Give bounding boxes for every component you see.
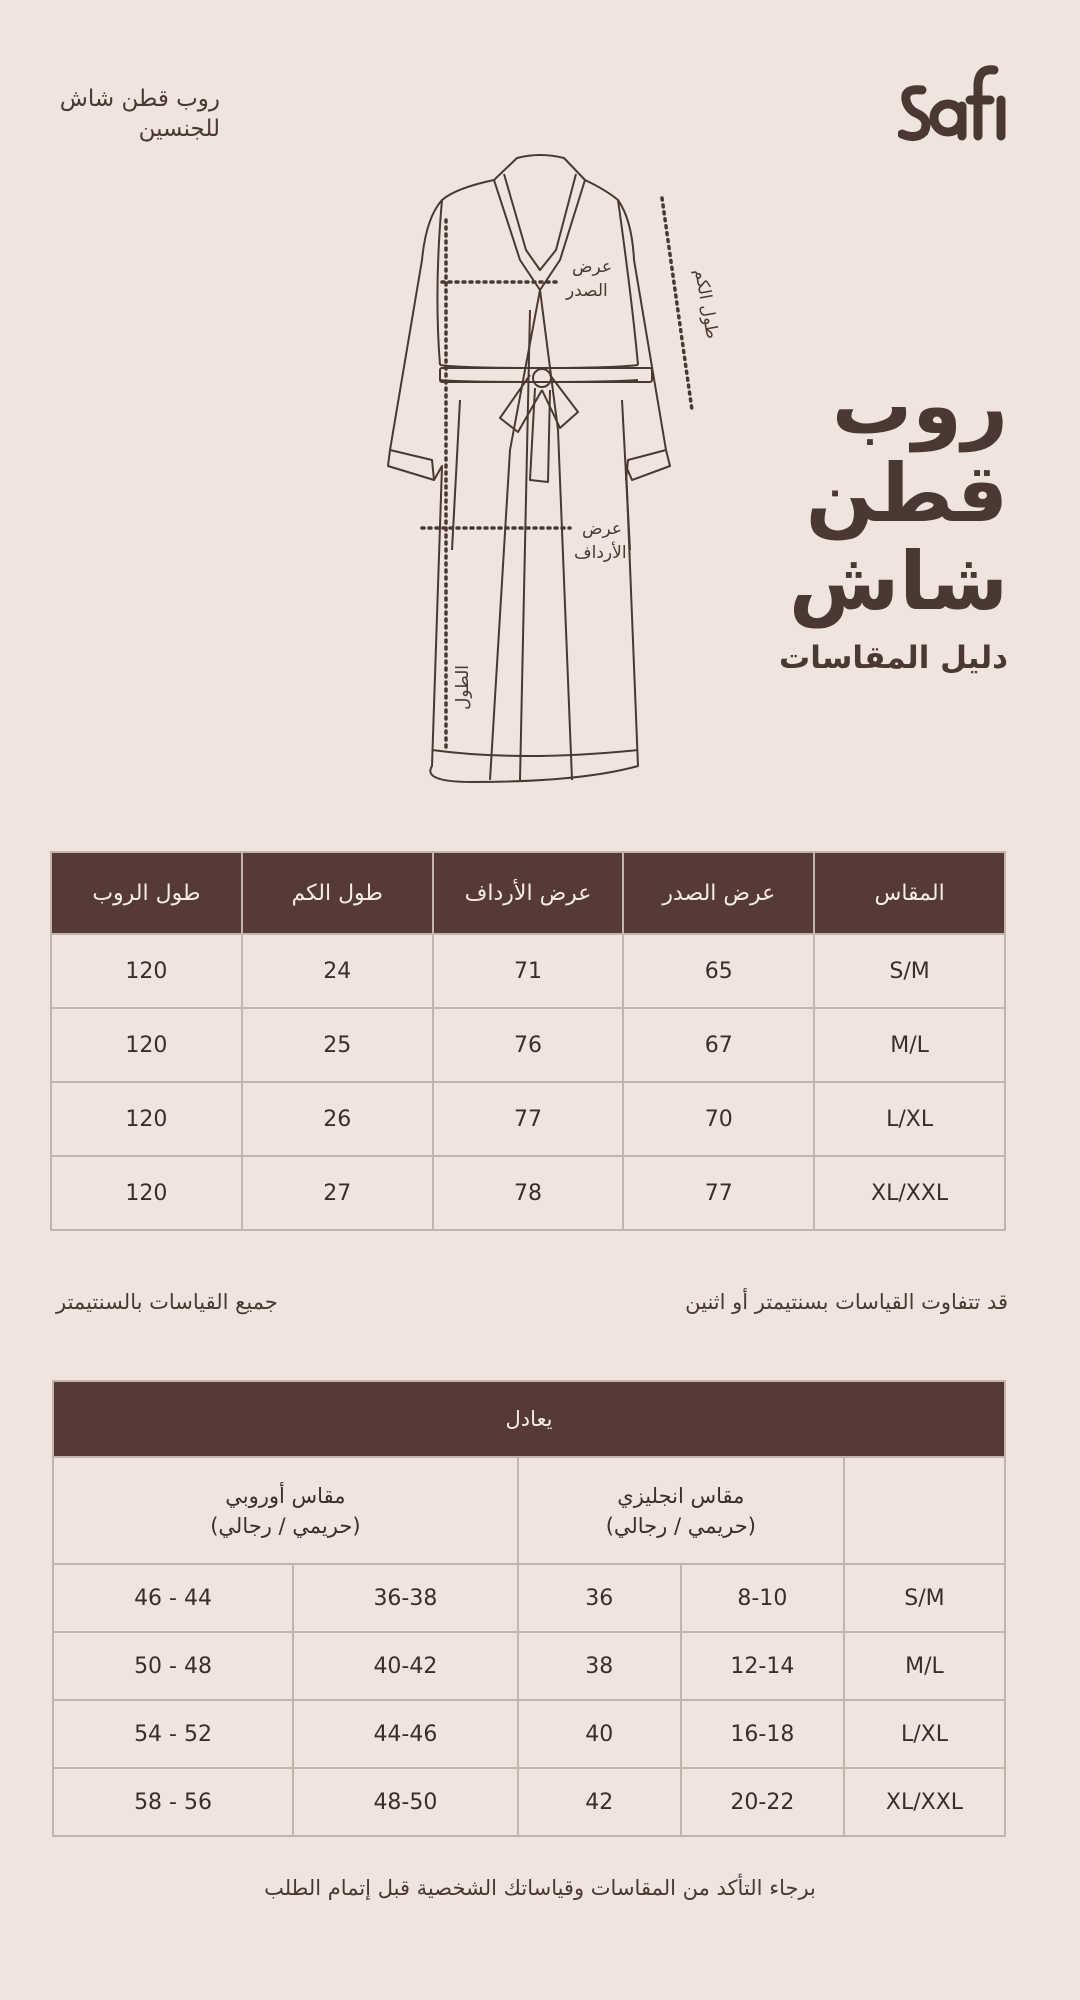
equiv-title: يعادل bbox=[53, 1381, 1005, 1457]
eu-size-header bbox=[53, 1457, 518, 1564]
table-cell: XL/XXL bbox=[844, 1768, 1005, 1836]
table-row bbox=[53, 1700, 1005, 1768]
table-cell: S/M bbox=[814, 934, 1005, 1008]
table-cell: 70 bbox=[623, 1082, 814, 1156]
table-cell: 120 bbox=[51, 1156, 242, 1230]
units-note: جميع القياسات بالسنتيمتر bbox=[56, 1290, 278, 1314]
table-cell: 8-10 bbox=[681, 1564, 844, 1632]
equiv-sub-row bbox=[53, 1457, 1005, 1564]
table-cell: L/XL bbox=[844, 1700, 1005, 1768]
chest-label-2: الصدر bbox=[566, 281, 608, 301]
table-cell: 36 bbox=[518, 1564, 681, 1632]
product-title bbox=[788, 359, 1008, 628]
table-cell: M/L bbox=[814, 1008, 1005, 1082]
table-cell: 44 - 46 bbox=[53, 1564, 293, 1632]
header-length: طول الروب bbox=[51, 852, 242, 934]
uk-sub: (حريمي / رجالي) bbox=[605, 1513, 756, 1538]
table-row bbox=[51, 1008, 1005, 1082]
table-cell: 76 bbox=[433, 1008, 624, 1082]
hips-label-1: عرض bbox=[582, 519, 623, 539]
table-cell: 77 bbox=[623, 1156, 814, 1230]
table-cell: 25 bbox=[242, 1008, 433, 1082]
table-cell: 40-42 bbox=[293, 1632, 518, 1700]
robe-diagram bbox=[370, 150, 750, 810]
table-cell: 36-38 bbox=[293, 1564, 518, 1632]
title-line-3: شاش bbox=[788, 535, 1008, 628]
hips-label-2: الأرداف bbox=[574, 543, 627, 563]
table-cell: 52 - 54 bbox=[53, 1700, 293, 1768]
table-row bbox=[51, 1156, 1005, 1230]
title-line-2: قطن bbox=[805, 447, 1008, 540]
footer-note: برجاء التأكد من المقاسات وقياساتك الشخصية قبل إتمام الطلب bbox=[264, 1876, 816, 1900]
table-cell: 38 bbox=[518, 1632, 681, 1700]
table-cell: 12-14 bbox=[681, 1632, 844, 1700]
table-cell: 27 bbox=[242, 1156, 433, 1230]
table-cell: 67 bbox=[623, 1008, 814, 1082]
subtitle-line-2: للجنسين bbox=[138, 116, 220, 142]
table-cell: 26 bbox=[242, 1082, 433, 1156]
table-cell: M/L bbox=[844, 1632, 1005, 1700]
uk-label: مقاس انجليزي bbox=[617, 1483, 745, 1508]
table-row bbox=[53, 1632, 1005, 1700]
table-cell: XL/XXL bbox=[814, 1156, 1005, 1230]
table-cell: 78 bbox=[433, 1156, 624, 1230]
table-cell: 44-46 bbox=[293, 1700, 518, 1768]
length-label: الطول bbox=[453, 665, 473, 710]
table-cell: 65 bbox=[623, 934, 814, 1008]
equiv-title-row bbox=[53, 1381, 1005, 1457]
header-sleeve: طول الكم bbox=[242, 852, 433, 934]
robe-outline bbox=[388, 155, 670, 782]
eu-label: مقاس أوروبي bbox=[225, 1483, 346, 1508]
subtitle-line-1: روب قطن شاش bbox=[59, 86, 220, 112]
equivalence-table bbox=[52, 1380, 1006, 1837]
table-row bbox=[53, 1768, 1005, 1836]
table-cell: 48 - 50 bbox=[53, 1632, 293, 1700]
table-cell: 24 bbox=[242, 934, 433, 1008]
table-cell: 77 bbox=[433, 1082, 624, 1156]
title-line-1: روب bbox=[831, 359, 1008, 452]
header-size: المقاس bbox=[814, 852, 1005, 934]
table-cell: 56 - 58 bbox=[53, 1768, 293, 1836]
table-cell: 40 bbox=[518, 1700, 681, 1768]
sleeve-label: طول الكم bbox=[690, 267, 723, 341]
table-cell: 42 bbox=[518, 1768, 681, 1836]
table-cell: S/M bbox=[844, 1564, 1005, 1632]
table-row bbox=[53, 1564, 1005, 1632]
table-cell: 120 bbox=[51, 934, 242, 1008]
size-guide-label: دليل المقاسات bbox=[779, 640, 1008, 676]
table-cell: L/XL bbox=[814, 1082, 1005, 1156]
header-hips: عرض الأرداف bbox=[433, 852, 624, 934]
header-chest: عرض الصدر bbox=[623, 852, 814, 934]
table-row bbox=[51, 1082, 1005, 1156]
product-subtitle bbox=[50, 84, 220, 144]
size-table-header bbox=[51, 852, 1005, 934]
table-cell: 120 bbox=[51, 1082, 242, 1156]
eu-sub: (حريمي / رجالي) bbox=[210, 1513, 361, 1538]
empty-cell bbox=[844, 1457, 1005, 1564]
safi-logo bbox=[898, 48, 1008, 148]
chest-label-1: عرض bbox=[572, 257, 613, 277]
uk-size-header bbox=[518, 1457, 844, 1564]
size-table bbox=[50, 851, 1006, 1231]
table-cell: 48-50 bbox=[293, 1768, 518, 1836]
table-cell: 71 bbox=[433, 934, 624, 1008]
table-row bbox=[51, 934, 1005, 1008]
table-cell: 16-18 bbox=[681, 1700, 844, 1768]
table-cell: 20-22 bbox=[681, 1768, 844, 1836]
table-cell: 120 bbox=[51, 1008, 242, 1082]
variance-note: قد تتفاوت القياسات بسنتيمتر أو اثنين bbox=[685, 1290, 1008, 1314]
